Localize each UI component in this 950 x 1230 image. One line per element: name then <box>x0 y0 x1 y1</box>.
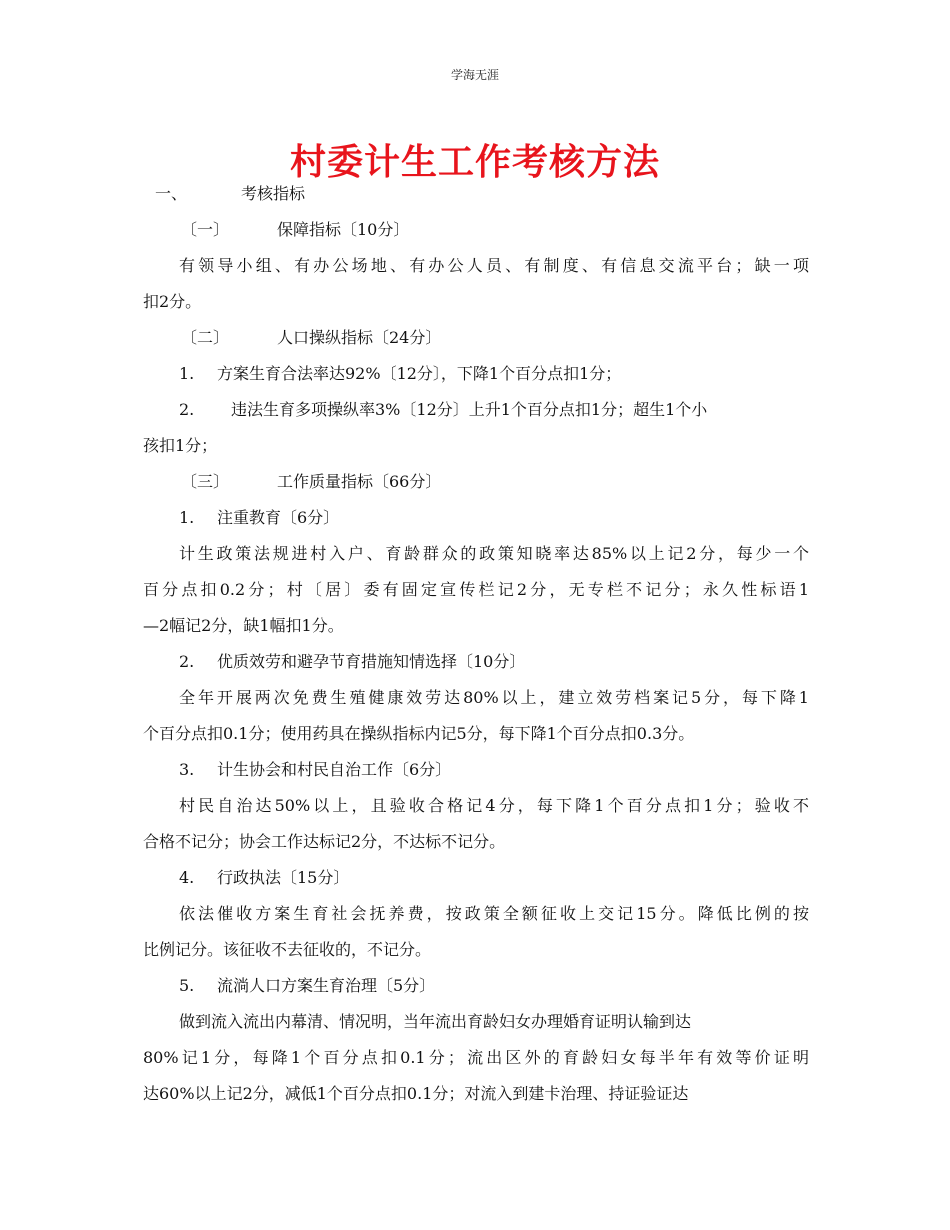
subsection-number: 〔一〕 <box>181 220 230 239</box>
item-text: 方案生育合法率达92%〔12分〕，下降1个百分点扣1分； <box>217 364 622 383</box>
item-number: 1. <box>179 508 195 527</box>
subsection-label: 工作质量指标〔66分〕 <box>277 472 442 491</box>
item-heading <box>143 644 809 680</box>
paragraph-line: 依法催收方案生育社会抚养费，按政策全额征收上交记15分。降低比例的按 <box>179 904 809 923</box>
item-number: 2. <box>179 400 195 419</box>
subsection-label: 保障指标〔10分〕 <box>277 220 410 239</box>
section-number: 一、 <box>155 184 188 203</box>
page-header: 学海无涯 <box>450 68 499 82</box>
subsection-number: 〔三〕 <box>181 472 230 491</box>
item-text: 违法生育多项操纵率3%〔12分〕上升1个百分点扣1分；超生1个小 <box>231 400 708 419</box>
section-heading <box>143 176 809 212</box>
subsection-label: 人口操纵指标〔24分〕 <box>277 328 442 347</box>
subsection-heading <box>143 320 809 356</box>
section-label: 考核指标 <box>241 184 306 203</box>
paragraph-line: 达60%以上记2分，减低1个百分点扣0.1分；对流入到建卡治理、持证验证达 <box>143 1084 689 1103</box>
document-body <box>143 176 809 1112</box>
item-label: 流淌人口方案生育治理〔5分〕 <box>217 976 436 995</box>
paragraph-line: 计生政策法规进村入户、育龄群众的政策知晓率达85%以上记2分，每少一个 <box>179 544 809 563</box>
paragraph-line: 比例记分。该征收不去征收的，不记分。 <box>143 940 432 959</box>
subsection-heading <box>143 212 809 248</box>
paragraph-line: 有领导小组、有办公场地、有办公人员、有制度、有信息交流平台；缺一项 <box>179 256 809 275</box>
paragraph-line: 做到流入流出内幕清、情况明，当年流出育龄妇女办理婚育证明认输到达 <box>179 1012 692 1031</box>
item-heading <box>143 500 809 536</box>
paragraph-line: 全年开展两次免费生殖健康效劳达80%以上，建立效劳档案记5分，每下降1 <box>179 688 809 707</box>
item-number: 2. <box>179 652 195 671</box>
list-item <box>143 392 809 428</box>
item-heading <box>143 968 809 1004</box>
item-label: 注重教育〔6分〕 <box>217 508 340 527</box>
item-label: 优质效劳和避孕节育措施知情选择〔10分〕 <box>217 652 526 671</box>
paragraph-line: 孩扣1分； <box>143 436 218 455</box>
item-heading <box>143 860 809 896</box>
subsection-number: 〔二〕 <box>181 328 230 347</box>
item-label: 计生协会和村民自治工作〔6分〕 <box>217 760 452 779</box>
item-number: 1. <box>179 364 195 383</box>
item-number: 5. <box>179 976 195 995</box>
paragraph-line: —2幅记2分，缺1幅扣1分。 <box>143 616 344 635</box>
paragraph-line: 个百分点扣0.1分；使用药具在操纵指标内记5分，每下降1个百分点扣0.3分。 <box>143 724 695 743</box>
paragraph-line: 合格不记分；协会工作达标记2分，不达标不记分。 <box>143 832 506 851</box>
subsection-heading <box>143 464 809 500</box>
paragraph-line: 村民自治达50%以上，且验收合格记4分，每下降1个百分点扣1分；验收不 <box>179 796 809 815</box>
paragraph-line: 80%记1分，每降1个百分点扣0.1分；流出区外的育龄妇女每半年有效等价证明 <box>143 1048 809 1067</box>
document-title: 村委计生工作考核方法 <box>289 142 660 183</box>
item-heading <box>143 752 809 788</box>
item-label: 行政执法〔15分〕 <box>217 868 350 887</box>
paragraph-line: 扣2分。 <box>143 292 202 311</box>
paragraph-line: 百分点扣0.2分；村〔居〕委有固定宣传栏记2分，无专栏不记分；永久性标语1 <box>143 580 809 599</box>
item-number: 3. <box>179 760 195 779</box>
list-item <box>143 356 809 392</box>
item-number: 4. <box>179 868 195 887</box>
